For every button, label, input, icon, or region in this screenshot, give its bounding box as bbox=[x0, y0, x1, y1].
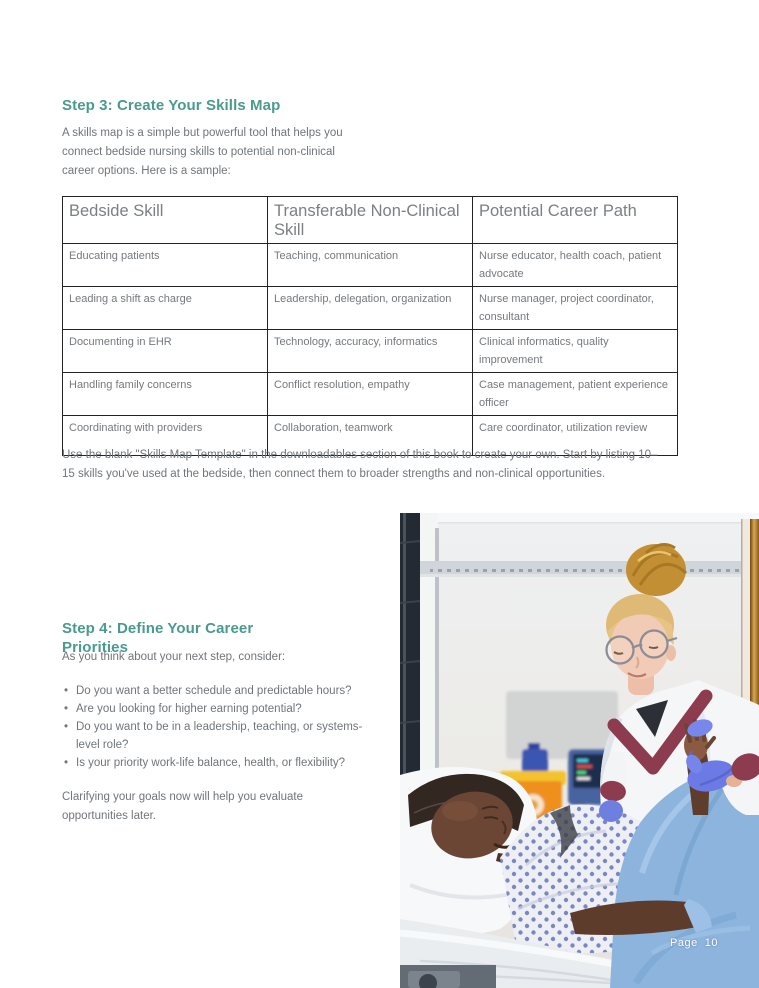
cell-transferable-skill: Conflict resolution, empathy bbox=[268, 373, 473, 416]
cell-bedside-skill: Leading a shift as charge bbox=[63, 287, 268, 330]
cell-transferable-skill: Teaching, communication bbox=[268, 244, 473, 287]
list-item: • Do you want to be in a leadership, teaching, or systems-level role? bbox=[62, 718, 366, 754]
cell-career-path: Case management, patient experience officer bbox=[473, 373, 678, 416]
cell-transferable-skill: Technology, accuracy, informatics bbox=[268, 330, 473, 373]
skills-map-table bbox=[62, 196, 678, 456]
column-header-transferable-skill: Transferable Non-Clinical Skill bbox=[268, 197, 473, 244]
table-row bbox=[63, 330, 678, 373]
cell-career-path: Clinical informatics, quality improvement bbox=[473, 330, 678, 373]
cell-career-path: Care coordinator, utilization review bbox=[473, 416, 678, 456]
cell-transferable-skill: Collaboration, teamwork bbox=[268, 416, 473, 456]
step3-heading: Step 3: Create Your Skills Map bbox=[62, 97, 281, 115]
list-item: • Are you looking for higher earning potential? bbox=[62, 700, 366, 718]
step4-heading: Step 4: Define Your Career Priorities bbox=[62, 620, 254, 656]
cell-career-path: Nurse manager, project coordinator, consultant bbox=[473, 287, 678, 330]
step3-intro-paragraph: A skills map is a simple but powerful tool that helps you connect bedside nursing skills to potential non-clinical career options. Here is a sample: bbox=[62, 127, 343, 177]
hospital-photo bbox=[400, 513, 759, 988]
list-item: • Is your priority work-life balance, health, or flexibility? bbox=[62, 754, 366, 772]
step4-closing-paragraph: Clarifying your goals now will help you evaluate opportunities later. bbox=[62, 791, 303, 822]
skills-map-table-header bbox=[63, 197, 678, 244]
table-row bbox=[63, 287, 678, 330]
cell-transferable-skill: Leadership, delegation, organization bbox=[268, 287, 473, 330]
cell-bedside-skill: Documenting in EHR bbox=[63, 330, 268, 373]
cell-bedside-skill: Educating patients bbox=[63, 244, 268, 287]
cell-bedside-skill: Handling family concerns bbox=[63, 373, 268, 416]
hospital-photo-illustration bbox=[400, 513, 759, 988]
cell-bedside-skill: Coordinating with providers bbox=[63, 416, 268, 456]
table-row bbox=[63, 244, 678, 287]
career-priority-list bbox=[62, 682, 366, 772]
page-number-label: Page 10 bbox=[670, 937, 719, 949]
list-item: • Do you want a better schedule and predictable hours? bbox=[62, 682, 366, 700]
column-header-career-path: Potential Career Path bbox=[473, 197, 678, 244]
cell-career-path: Nurse educator, health coach, patient advocate bbox=[473, 244, 678, 287]
step4-intro-paragraph: As you think about your next step, consider: bbox=[62, 651, 286, 663]
column-header-bedside-skill: Bedside Skill bbox=[63, 197, 268, 244]
step3-after-table-paragraph: Use the blank "Skills Map Template" in the downloadables section of this book to create your own. Start by listing 10–15 skills you've used at the bedside, then connect them to broader strengths and non-clinical opportunities. bbox=[62, 449, 658, 480]
table-row bbox=[63, 373, 678, 416]
